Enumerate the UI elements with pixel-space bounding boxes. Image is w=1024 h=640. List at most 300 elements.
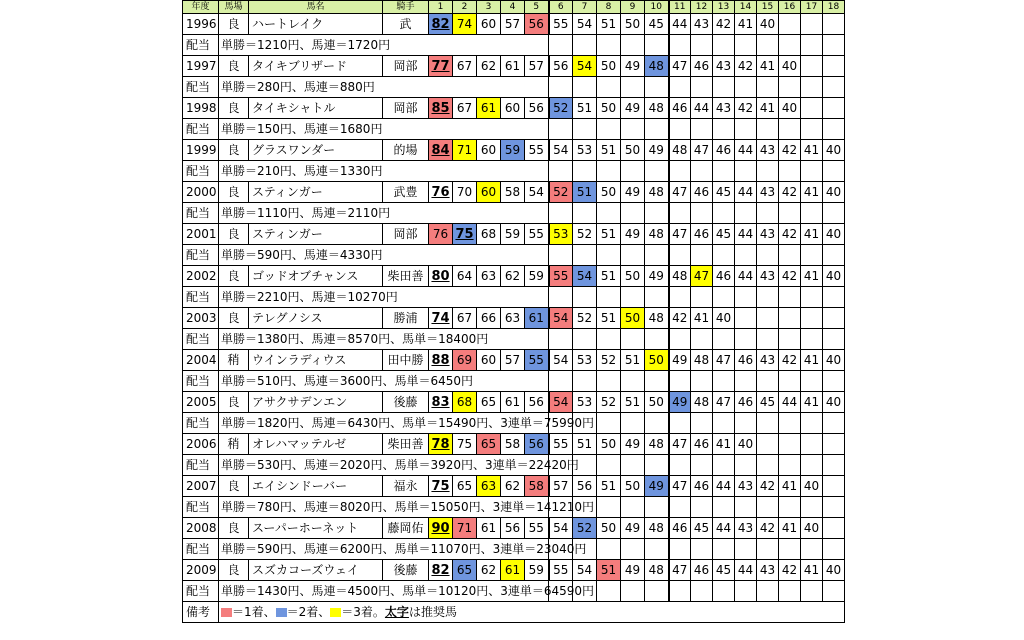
rank-value: 44	[715, 521, 732, 535]
rank-value-cell	[735, 224, 757, 245]
rank-value-cell	[429, 140, 453, 161]
rank-value-cell	[549, 560, 573, 581]
rank-value-cell	[597, 98, 621, 119]
rank-value-cell	[621, 140, 645, 161]
rank-value: 48	[672, 269, 688, 283]
rank-value: 45	[715, 563, 732, 577]
rank-value-cell	[801, 14, 823, 35]
rank-value-cell	[779, 14, 801, 35]
empty-cell	[757, 497, 779, 518]
rank-value-cell	[621, 392, 645, 413]
race-row	[183, 266, 845, 287]
empty-cell	[801, 161, 823, 182]
rank-value: 41	[803, 563, 820, 577]
header-horse: 馬名	[249, 1, 383, 14]
rank-value: 48	[648, 563, 664, 577]
rank-value-cell	[597, 266, 621, 287]
empty-cell	[735, 161, 757, 182]
header-rank: 17	[801, 1, 823, 14]
rank-value-cell	[453, 350, 477, 371]
rank-value: 50	[624, 269, 641, 283]
rank-value: 44	[737, 143, 754, 157]
empty-cell	[801, 77, 823, 98]
rank-value-cell	[501, 350, 525, 371]
track-cell: 良	[219, 392, 249, 413]
empty-cell	[823, 413, 845, 434]
empty-cell	[597, 119, 621, 140]
horse-name-cell: スティンガー	[249, 224, 383, 245]
rank-value: 69	[456, 353, 473, 367]
payout-label: 配当	[183, 413, 219, 434]
rank-value: 59	[504, 227, 521, 241]
rank-value: 63	[480, 269, 497, 283]
rank-value-cell	[645, 140, 669, 161]
rank-value: 48	[648, 437, 664, 451]
rank-value: 61	[528, 311, 544, 325]
empty-cell	[713, 161, 735, 182]
rank-value-cell	[525, 98, 549, 119]
empty-cell	[801, 119, 823, 140]
rank-value: 54	[576, 563, 593, 577]
header-rank: 10	[645, 1, 669, 14]
payout-label: 配当	[183, 119, 219, 140]
empty-cell	[779, 245, 801, 266]
empty-cell	[621, 245, 645, 266]
empty-cell	[823, 371, 845, 392]
rank-value: 51	[600, 269, 617, 283]
rank-value: 42	[781, 269, 798, 283]
jockey-cell: 武	[383, 14, 429, 35]
rank-value-cell	[453, 434, 477, 455]
rank-value-cell	[801, 308, 823, 329]
jockey-cell: 勝浦	[383, 308, 429, 329]
rank-value-cell	[549, 308, 573, 329]
rank-value-cell	[645, 14, 669, 35]
rank-value: 75	[455, 226, 474, 242]
rank-value: 63	[480, 479, 497, 493]
rank-value: 48	[648, 59, 664, 73]
empty-cell	[573, 371, 597, 392]
rank-value: 45	[648, 17, 664, 31]
rank-value: 60	[480, 353, 497, 367]
empty-cell	[691, 455, 713, 476]
rank-value-cell	[429, 14, 453, 35]
rank-value: 42	[672, 311, 688, 325]
rank-value: 44	[737, 227, 754, 241]
empty-cell	[691, 161, 713, 182]
empty-cell	[779, 539, 801, 560]
empty-cell	[801, 329, 823, 350]
rank-value-cell	[779, 476, 801, 497]
rank-value: 82	[431, 16, 450, 32]
rank-value: 55	[528, 143, 544, 157]
empty-cell	[779, 35, 801, 56]
empty-cell	[669, 35, 691, 56]
empty-cell	[779, 203, 801, 224]
track-cell: 稍	[219, 434, 249, 455]
third-place-swatch	[330, 608, 341, 617]
empty-cell	[669, 287, 691, 308]
rank-value-cell	[691, 140, 713, 161]
rank-value-cell	[549, 392, 573, 413]
rank-value: 48	[648, 227, 664, 241]
rank-value: 53	[576, 143, 593, 157]
empty-cell	[573, 203, 597, 224]
rank-value: 57	[504, 17, 521, 31]
header-rank: 4	[501, 1, 525, 14]
rank-value: 65	[480, 437, 497, 451]
rank-value: 55	[528, 353, 544, 367]
rank-value: 40	[715, 311, 732, 325]
empty-cell	[621, 77, 645, 98]
race-row	[183, 560, 845, 581]
rank-value: 68	[480, 227, 497, 241]
race-row	[183, 98, 845, 119]
empty-cell	[823, 35, 845, 56]
rank-value-cell	[573, 266, 597, 287]
empty-cell	[713, 329, 735, 350]
rank-value: 55	[553, 437, 569, 451]
rank-value-cell	[621, 266, 645, 287]
header-rank: 12	[691, 1, 713, 14]
rank-value-cell	[501, 434, 525, 455]
rank-value: 45	[693, 521, 710, 535]
rank-value-cell	[597, 350, 621, 371]
rank-value-cell	[713, 266, 735, 287]
empty-cell	[597, 413, 621, 434]
empty-cell	[823, 245, 845, 266]
rank-value-cell	[691, 14, 713, 35]
rank-value: 71	[456, 143, 473, 157]
rank-value-cell	[525, 308, 549, 329]
empty-cell	[597, 497, 621, 518]
header-rank: 2	[453, 1, 477, 14]
rank-value: 52	[553, 185, 569, 199]
empty-cell	[779, 455, 801, 476]
horse-name-cell: オレハマッテルゼ	[249, 434, 383, 455]
empty-cell	[597, 329, 621, 350]
rank-value: 47	[693, 143, 710, 157]
rank-value: 41	[759, 101, 776, 115]
empty-cell	[823, 203, 845, 224]
rank-value-cell	[823, 560, 845, 581]
rank-value-cell	[525, 392, 549, 413]
header-rank: 8	[597, 1, 621, 14]
rank-value: 42	[759, 479, 776, 493]
payout-row	[183, 497, 845, 518]
empty-cell	[621, 581, 645, 602]
rank-value-cell	[597, 14, 621, 35]
payout-row	[183, 371, 845, 392]
rank-value-cell	[735, 266, 757, 287]
rank-value: 41	[781, 521, 798, 535]
empty-cell	[779, 161, 801, 182]
empty-cell	[621, 455, 645, 476]
payout-value: 単勝＝210円、馬連＝1330円	[219, 161, 549, 182]
jockey-cell: 福永	[383, 476, 429, 497]
empty-cell	[573, 77, 597, 98]
empty-cell	[691, 539, 713, 560]
race-row	[183, 518, 845, 539]
empty-cell	[645, 119, 669, 140]
rank-value: 52	[600, 395, 617, 409]
header-row	[183, 1, 845, 14]
header-rank: 9	[621, 1, 645, 14]
rank-value-cell	[549, 14, 573, 35]
rank-value-cell	[801, 434, 823, 455]
empty-cell	[691, 497, 713, 518]
rank-value-cell	[691, 476, 713, 497]
rank-value: 60	[480, 143, 497, 157]
payout-label: 配当	[183, 497, 219, 518]
payout-value: 単勝＝1380円、馬連＝8570円、馬単＝18400円	[219, 329, 549, 350]
year-cell: 2004	[183, 350, 219, 371]
rank-value: 61	[504, 59, 521, 73]
empty-cell	[801, 497, 823, 518]
rank-value-cell	[801, 350, 823, 371]
empty-cell	[573, 245, 597, 266]
empty-cell	[621, 287, 645, 308]
payout-label: 配当	[183, 455, 219, 476]
rank-value-cell	[549, 224, 573, 245]
rank-value-cell	[757, 140, 779, 161]
rank-value: 42	[781, 185, 798, 199]
rank-value-cell	[801, 518, 823, 539]
empty-cell	[645, 203, 669, 224]
rank-value-cell	[691, 392, 713, 413]
rank-value: 47	[672, 563, 688, 577]
rank-value-cell	[525, 266, 549, 287]
empty-cell	[669, 455, 691, 476]
rank-value: 56	[528, 17, 544, 31]
rank-value: 63	[504, 311, 521, 325]
jockey-cell: 岡部	[383, 98, 429, 119]
rank-value-cell	[525, 518, 549, 539]
rank-value-cell	[621, 14, 645, 35]
rank-value-cell	[549, 266, 573, 287]
rank-value-cell	[573, 434, 597, 455]
rank-value-cell	[779, 266, 801, 287]
rank-value: 40	[825, 563, 842, 577]
rank-value: 56	[553, 59, 569, 73]
rank-value-cell	[429, 392, 453, 413]
rank-value-cell	[691, 98, 713, 119]
rank-value-cell	[645, 434, 669, 455]
empty-cell	[779, 413, 801, 434]
jockey-cell: 後藤	[383, 392, 429, 413]
header-rank: 15	[757, 1, 779, 14]
rank-value-cell	[823, 308, 845, 329]
rank-value: 43	[759, 185, 776, 199]
rank-value-cell	[549, 350, 573, 371]
rank-value-cell	[525, 560, 549, 581]
rank-value-cell	[645, 182, 669, 203]
rank-value: 42	[737, 59, 754, 73]
rank-value: 74	[456, 17, 473, 31]
rank-value: 50	[600, 101, 617, 115]
rank-value: 62	[480, 59, 497, 73]
rank-value: 41	[759, 59, 776, 73]
rank-value-cell	[757, 476, 779, 497]
empty-cell	[779, 497, 801, 518]
rank-value: 40	[825, 143, 842, 157]
rank-value: 46	[693, 437, 710, 451]
rank-value: 43	[715, 101, 732, 115]
rank-value: 50	[624, 311, 641, 325]
empty-cell	[801, 539, 823, 560]
rank-value-cell	[573, 98, 597, 119]
rank-value: 41	[715, 437, 732, 451]
empty-cell	[691, 245, 713, 266]
rank-value-cell	[691, 266, 713, 287]
rank-value-cell	[429, 98, 453, 119]
horse-name-cell: グラスワンダー	[249, 140, 383, 161]
rank-value-cell	[713, 14, 735, 35]
rank-value-cell	[823, 350, 845, 371]
rank-value-cell	[669, 476, 691, 497]
rank-value: 51	[576, 437, 593, 451]
track-cell: 良	[219, 560, 249, 581]
rank-value-cell	[801, 476, 823, 497]
empty-cell	[549, 329, 573, 350]
rank-value: 41	[803, 143, 820, 157]
rank-value: 62	[480, 563, 497, 577]
rank-value: 48	[693, 353, 710, 367]
rank-value-cell	[429, 434, 453, 455]
empty-cell	[757, 455, 779, 476]
race-row	[183, 434, 845, 455]
empty-cell	[735, 329, 757, 350]
race-row	[183, 476, 845, 497]
rank-value-cell	[573, 140, 597, 161]
rank-value: 51	[600, 563, 617, 577]
rank-value-cell	[779, 392, 801, 413]
rank-value: 57	[528, 59, 544, 73]
rank-value: 85	[431, 100, 450, 116]
rank-value-cell	[669, 518, 691, 539]
rank-value-cell	[549, 434, 573, 455]
rank-value-cell	[621, 518, 645, 539]
rank-value-cell	[573, 518, 597, 539]
empty-cell	[735, 413, 757, 434]
header-year: 年度	[183, 1, 219, 14]
rank-value-cell	[691, 182, 713, 203]
rank-value-cell	[645, 518, 669, 539]
rank-value-cell	[453, 266, 477, 287]
empty-cell	[621, 329, 645, 350]
empty-cell	[669, 119, 691, 140]
race-row	[183, 350, 845, 371]
rank-value-cell	[501, 182, 525, 203]
empty-cell	[669, 413, 691, 434]
year-cell: 1996	[183, 14, 219, 35]
rank-value-cell	[477, 182, 501, 203]
rank-value-cell	[713, 140, 735, 161]
rank-value-cell	[429, 560, 453, 581]
track-cell: 良	[219, 518, 249, 539]
rank-value-cell	[501, 308, 525, 329]
payout-label: 配当	[183, 539, 219, 560]
rank-value-cell	[801, 266, 823, 287]
rank-value-cell	[645, 56, 669, 77]
rank-value-cell	[713, 350, 735, 371]
header-rank: 16	[779, 1, 801, 14]
empty-cell	[823, 119, 845, 140]
rank-value-cell	[735, 350, 757, 371]
rank-value: 43	[737, 521, 754, 535]
race-results-table	[182, 0, 845, 623]
rank-value: 46	[715, 269, 732, 283]
rank-value: 55	[528, 521, 544, 535]
rank-value-cell	[621, 350, 645, 371]
rank-value-cell	[823, 434, 845, 455]
empty-cell	[713, 497, 735, 518]
race-row	[183, 140, 845, 161]
jockey-cell: 岡部	[383, 224, 429, 245]
rank-value: 71	[456, 521, 473, 535]
rank-value: 40	[803, 521, 820, 535]
empty-cell	[823, 161, 845, 182]
rank-value-cell	[669, 56, 691, 77]
rank-value-cell	[573, 56, 597, 77]
year-cell: 2000	[183, 182, 219, 203]
rank-value: 40	[737, 437, 754, 451]
empty-cell	[735, 245, 757, 266]
rank-value: 61	[504, 563, 521, 577]
horse-name-cell: スティンガー	[249, 182, 383, 203]
rank-value-cell	[823, 518, 845, 539]
rank-value-cell	[429, 224, 453, 245]
rank-value: 48	[648, 311, 664, 325]
rank-value-cell	[573, 476, 597, 497]
empty-cell	[779, 371, 801, 392]
payout-label: 配当	[183, 371, 219, 392]
rank-value-cell	[501, 140, 525, 161]
rank-value: 41	[803, 185, 820, 199]
rank-value-cell	[823, 392, 845, 413]
payout-row	[183, 161, 845, 182]
empty-cell	[735, 77, 757, 98]
rank-value-cell	[691, 560, 713, 581]
rank-value: 51	[576, 185, 593, 199]
empty-cell	[645, 371, 669, 392]
rank-value-cell	[477, 140, 501, 161]
horse-name-cell: ハートレイク	[249, 14, 383, 35]
empty-cell	[691, 371, 713, 392]
year-cell: 1998	[183, 98, 219, 119]
empty-cell	[757, 245, 779, 266]
rank-value: 59	[504, 143, 521, 157]
rank-value-cell	[691, 308, 713, 329]
rank-value-cell	[801, 98, 823, 119]
empty-cell	[597, 539, 621, 560]
rank-value: 47	[693, 269, 710, 283]
rank-value-cell	[669, 140, 691, 161]
rank-value: 76	[431, 184, 450, 200]
rank-value: 50	[624, 17, 641, 31]
empty-cell	[645, 245, 669, 266]
rank-value: 49	[624, 227, 641, 241]
rank-value: 55	[553, 563, 569, 577]
rank-value: 49	[672, 353, 688, 367]
empty-cell	[549, 203, 573, 224]
rank-value-cell	[823, 224, 845, 245]
rank-value-cell	[669, 98, 691, 119]
rank-value: 49	[648, 269, 664, 283]
rank-value-cell	[823, 182, 845, 203]
empty-cell	[779, 119, 801, 140]
payout-value: 単勝＝510円、馬連＝3600円、馬単＝6450円	[219, 371, 549, 392]
